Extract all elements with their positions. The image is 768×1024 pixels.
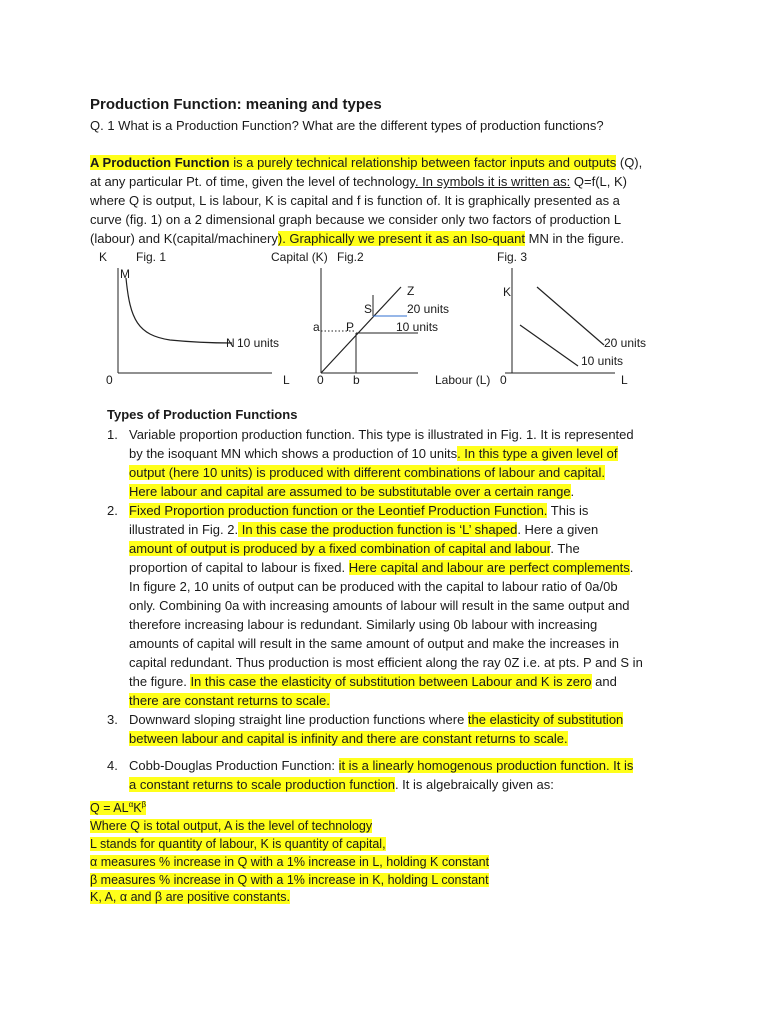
fig2-label-z: Z (407, 284, 415, 298)
item4-number: 4. (107, 758, 118, 773)
fig2-label-s: S (364, 302, 373, 316)
plain-text: the figure. (129, 674, 191, 689)
highlight-text: a constant returns to scale production function (129, 777, 395, 792)
item2-line-10 (129, 672, 617, 691)
item1-line-2 (129, 444, 618, 463)
item1-line-1: Variable proportion production function. This type is illustrated in Fig. 1. It is represented (129, 427, 634, 442)
fig3-upper-line (537, 287, 604, 345)
plain-text: MN in the figure. (525, 231, 624, 246)
definition-line-4: curve (fig. 1) on a 2 dimensional graph because we consider only two factors of production L (90, 212, 622, 227)
item2-line-3 (129, 539, 580, 558)
highlight-text: Fixed Proportion production function or the Leontief Production Function. (129, 503, 548, 518)
item2-line-6: only. Combining 0a with increasing amounts of labour will result in the same output and (129, 598, 630, 613)
formula-line-5 (90, 871, 489, 889)
fig2-label-b: b (353, 373, 360, 387)
item2-line-5: In figure 2, 10 units of output can be produced with the capital to labour ratio of 0a/0b (129, 579, 618, 594)
formula-alpha: α (128, 799, 134, 809)
item3-line-2 (129, 729, 568, 748)
fig1-isoquant-curve (126, 278, 232, 343)
item3-number: 3. (107, 712, 118, 727)
fig2-y-label: Capital (K) (271, 250, 328, 264)
figures-diagram (0, 0, 768, 400)
highlight-text: L stands for quantity of labour, K is quantity of capital, (90, 837, 386, 851)
highlight-text: amount of output is produced by a fixed combination of capital and labour (129, 541, 551, 556)
highlight-term: A Production Function (90, 155, 230, 170)
fig1-caption: Fig. 1 (136, 250, 167, 264)
fig1-label-n: N (226, 336, 235, 350)
fig2-upper-label: 20 units (407, 302, 450, 316)
item2-line-1 (129, 501, 588, 520)
highlight-text: In this case the production function is ‘L’ shaped (238, 522, 518, 537)
fig1-y-label: K (99, 250, 108, 264)
item2-number: 2. (107, 503, 118, 518)
fig2-caption: Fig.2 (337, 250, 364, 264)
fig1-label-m: M (120, 267, 130, 281)
highlight-text: between labour and capital is infinity and there are constant returns to scale. (129, 731, 568, 746)
item2-line-7: therefore increasing labour is redundant. Similarly using 0b labour with increasing (129, 617, 598, 632)
fig2-origin: 0 (317, 373, 324, 387)
definition-line-3: where Q is output, L is labour, K is capital and f is function of. It is graphically presented as a (90, 193, 620, 208)
fig2-label-p: P (346, 320, 355, 334)
fig3-upper-label: 20 units (604, 336, 647, 350)
item2-line-9: capital redundant. Thus production is most efficient along the ray 0Z i.e. at pts. P and S in (129, 655, 643, 670)
formula-line-2 (90, 817, 372, 835)
plain-text: . (570, 484, 575, 499)
highlight-text: K, A, α and β are positive constants. (90, 890, 290, 904)
formula-line-6 (90, 888, 290, 906)
page-title: Production Function: meaning and types (90, 96, 382, 113)
item2-line-2 (129, 520, 598, 539)
plain-text: This is (547, 503, 589, 518)
fig3-caption: Fig. 3 (497, 250, 528, 264)
formula-beta: β (141, 799, 147, 809)
highlight-text: Where Q is total output, A is the level of technology (90, 819, 373, 833)
plain-text: Q=f(L, K) (570, 174, 627, 189)
fig1-origin: 0 (106, 373, 113, 387)
plain-text: by the isoquant MN which shows a production of 10 units (129, 446, 458, 461)
item1-line-4 (129, 482, 574, 501)
question-text: Q. 1 What is a Production Function? What are the different types of production functions? (90, 118, 604, 133)
formula-line-1 (90, 799, 146, 817)
item2-line-11 (129, 691, 330, 710)
plain-text: Downward sloping straight line production functions where (129, 712, 468, 727)
formula-part: K (133, 801, 142, 815)
plain-text: at any particular Pt. of time, given the level of technology (90, 174, 415, 189)
item1-line-3 (129, 463, 605, 482)
item4-line-2 (129, 775, 554, 794)
highlight-text: it is a linearly homogenous production function. It is (338, 758, 634, 773)
highlight-text: In this case the elasticity of substitution between Labour and K is zero (190, 674, 592, 689)
formula-expression (90, 801, 146, 815)
highlight-text: ). Graphically we present it as an Iso-quant (277, 231, 525, 246)
plain-text: Cobb-Douglas Production Function: (129, 758, 339, 773)
fig1-x-label: L (283, 373, 290, 387)
highlight-text: Here capital and labour are perfect complements (348, 560, 630, 575)
highlight-text: the elasticity of substitution (467, 712, 624, 727)
fig3-origin: 0 (500, 373, 507, 387)
plain-text: . (629, 560, 634, 575)
underlined-text: . In symbols it is written as: (414, 174, 571, 189)
highlight-text: . In this type a given level of (457, 446, 618, 461)
highlight-text: there are constant returns to scale. (129, 693, 330, 708)
plain-text: (labour) and K(capital/machinery (90, 231, 278, 246)
plain-text: and (591, 674, 617, 689)
item2-line-8: amounts of capital will result in the same amount of output and make the increases in (129, 636, 619, 651)
item2-line-4 (129, 558, 633, 577)
fig3-x-label: L (621, 373, 628, 387)
formula-line-3 (90, 835, 386, 853)
item4-line-1 (129, 756, 633, 775)
formula-line-4 (90, 853, 489, 871)
highlight-text: output (here 10 units) is produced with different combinations of labour and capital. (129, 465, 605, 480)
fig2-lower-label: 10 units (396, 320, 439, 334)
fig2-label-a: a (313, 320, 320, 334)
fig3-lower-label: 10 units (581, 354, 624, 368)
fig2-ray-0z (321, 287, 401, 373)
highlight-text: α measures % increase in Q with a 1% increase in L, holding K constant (90, 855, 490, 869)
highlight-text: Here labour and capital are assumed to be substitutable over a certain range (129, 484, 571, 499)
types-heading: Types of Production Functions (107, 407, 298, 422)
plain-text: proportion of capital to labour is fixed. (129, 560, 349, 575)
plain-text: . Here a given (517, 522, 599, 537)
fig3-lower-line (520, 325, 578, 366)
plain-text: illustrated in Fig. 2. (129, 522, 239, 537)
item3-line-1 (129, 710, 623, 729)
fig1-curve-label: 10 units (237, 336, 280, 350)
highlight-text: β measures % increase in Q with a 1% increase in K, holding L constant (90, 873, 489, 887)
plain-text: . It is algebraically given as: (394, 777, 554, 792)
highlight-text: is a purely technical relationship between factor inputs and outputs (229, 155, 617, 170)
plain-text: . The (550, 541, 580, 556)
plain-text: (Q), (616, 155, 643, 170)
item1-number: 1. (107, 427, 118, 442)
fig2-x-label: Labour (L) (435, 373, 491, 387)
formula-part: Q = AL (90, 801, 129, 815)
fig3-y-label: K (503, 285, 512, 299)
